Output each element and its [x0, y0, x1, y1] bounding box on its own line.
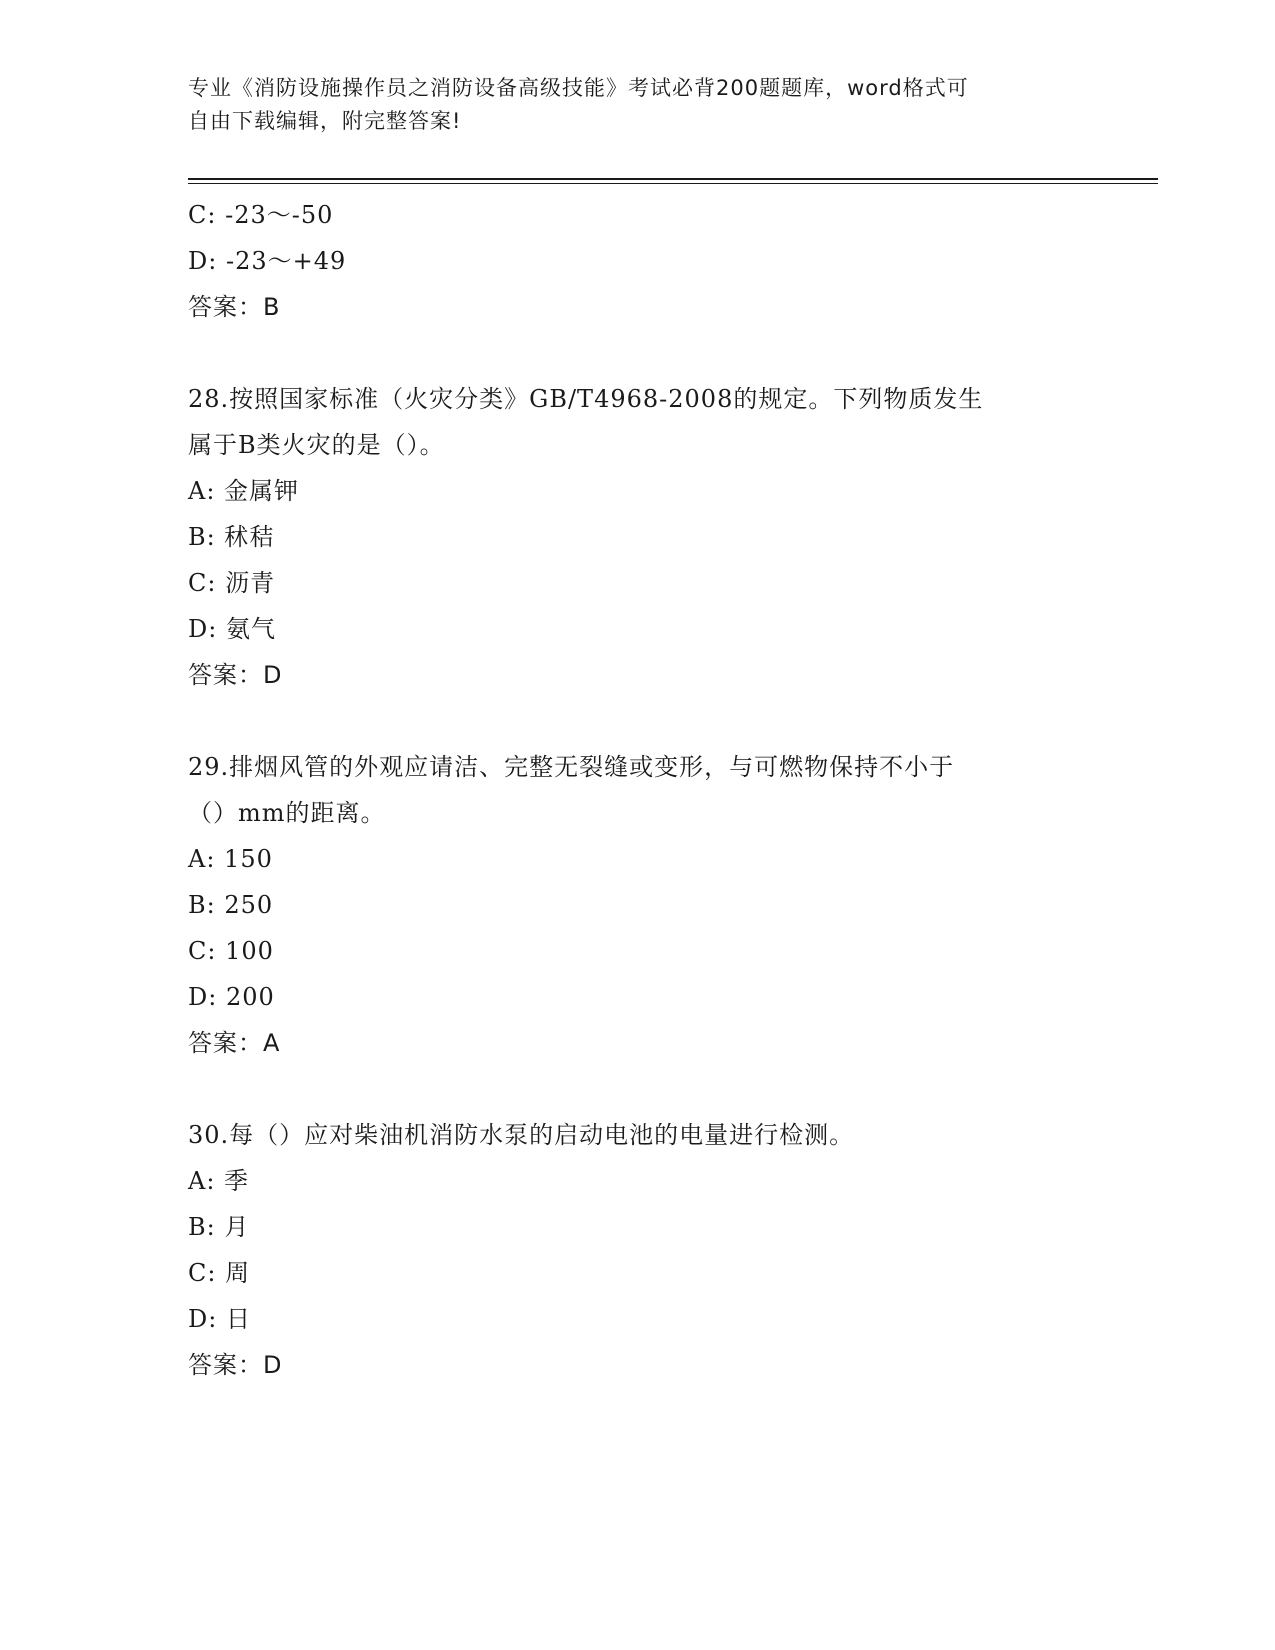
- spacer: [188, 698, 1088, 744]
- question-27-tail: [188, 192, 1088, 330]
- option-d: D: 氨气: [188, 615, 276, 643]
- header-line-1: 专业《消防设施操作员之消防设备高级技能》考试必背200题题库，word格式可: [188, 76, 969, 100]
- option-c: C: 沥青: [188, 569, 276, 597]
- option-b: B: 月: [188, 1213, 250, 1241]
- option-b: B: 250: [188, 891, 274, 919]
- header-divider-thin: [188, 183, 1158, 184]
- question-stem: 30.每（）应对柴油机消防水泵的启动电池的电量进行检测。: [188, 1121, 855, 1149]
- option-d: D: 200: [188, 983, 275, 1011]
- question-28: [188, 376, 1088, 698]
- question-30: [188, 1112, 1088, 1388]
- header-line-2: 自由下载编辑，附完整答案!: [188, 109, 462, 133]
- option-d: D: 日: [188, 1305, 251, 1333]
- answer: 答案：D: [188, 661, 283, 689]
- option-b: B: 秫秸: [188, 523, 275, 551]
- answer: 答案：A: [188, 1029, 281, 1057]
- question-stem-continued: （）mm的距离。: [188, 799, 386, 827]
- question-list: [188, 192, 1088, 1388]
- option-c: C: 周: [188, 1259, 251, 1287]
- page-header: [188, 72, 1088, 138]
- answer: 答案：D: [188, 1351, 283, 1379]
- question-stem: 29.排烟风管的外观应请洁、完整无裂缝或变形，与可燃物保持不小于: [188, 753, 955, 781]
- option-d: D: -23～+49: [188, 247, 347, 275]
- spacer: [188, 330, 1088, 376]
- option-a: A: 150: [188, 845, 273, 873]
- option-a: A: 季: [188, 1167, 250, 1195]
- question-stem: 28.按照国家标准（火灾分类》GB/T4968-2008的规定。下列物质发生: [188, 385, 984, 413]
- option-c: C: 100: [188, 937, 274, 965]
- option-c: C: -23～-50: [188, 201, 334, 229]
- header-divider-thick: [188, 178, 1158, 180]
- answer: 答案：B: [188, 293, 281, 321]
- question-stem-continued: 属于B类火灾的是（）。: [188, 431, 445, 459]
- question-29: [188, 744, 1088, 1066]
- option-a: A: 金属钾: [188, 477, 300, 505]
- spacer: [188, 1066, 1088, 1112]
